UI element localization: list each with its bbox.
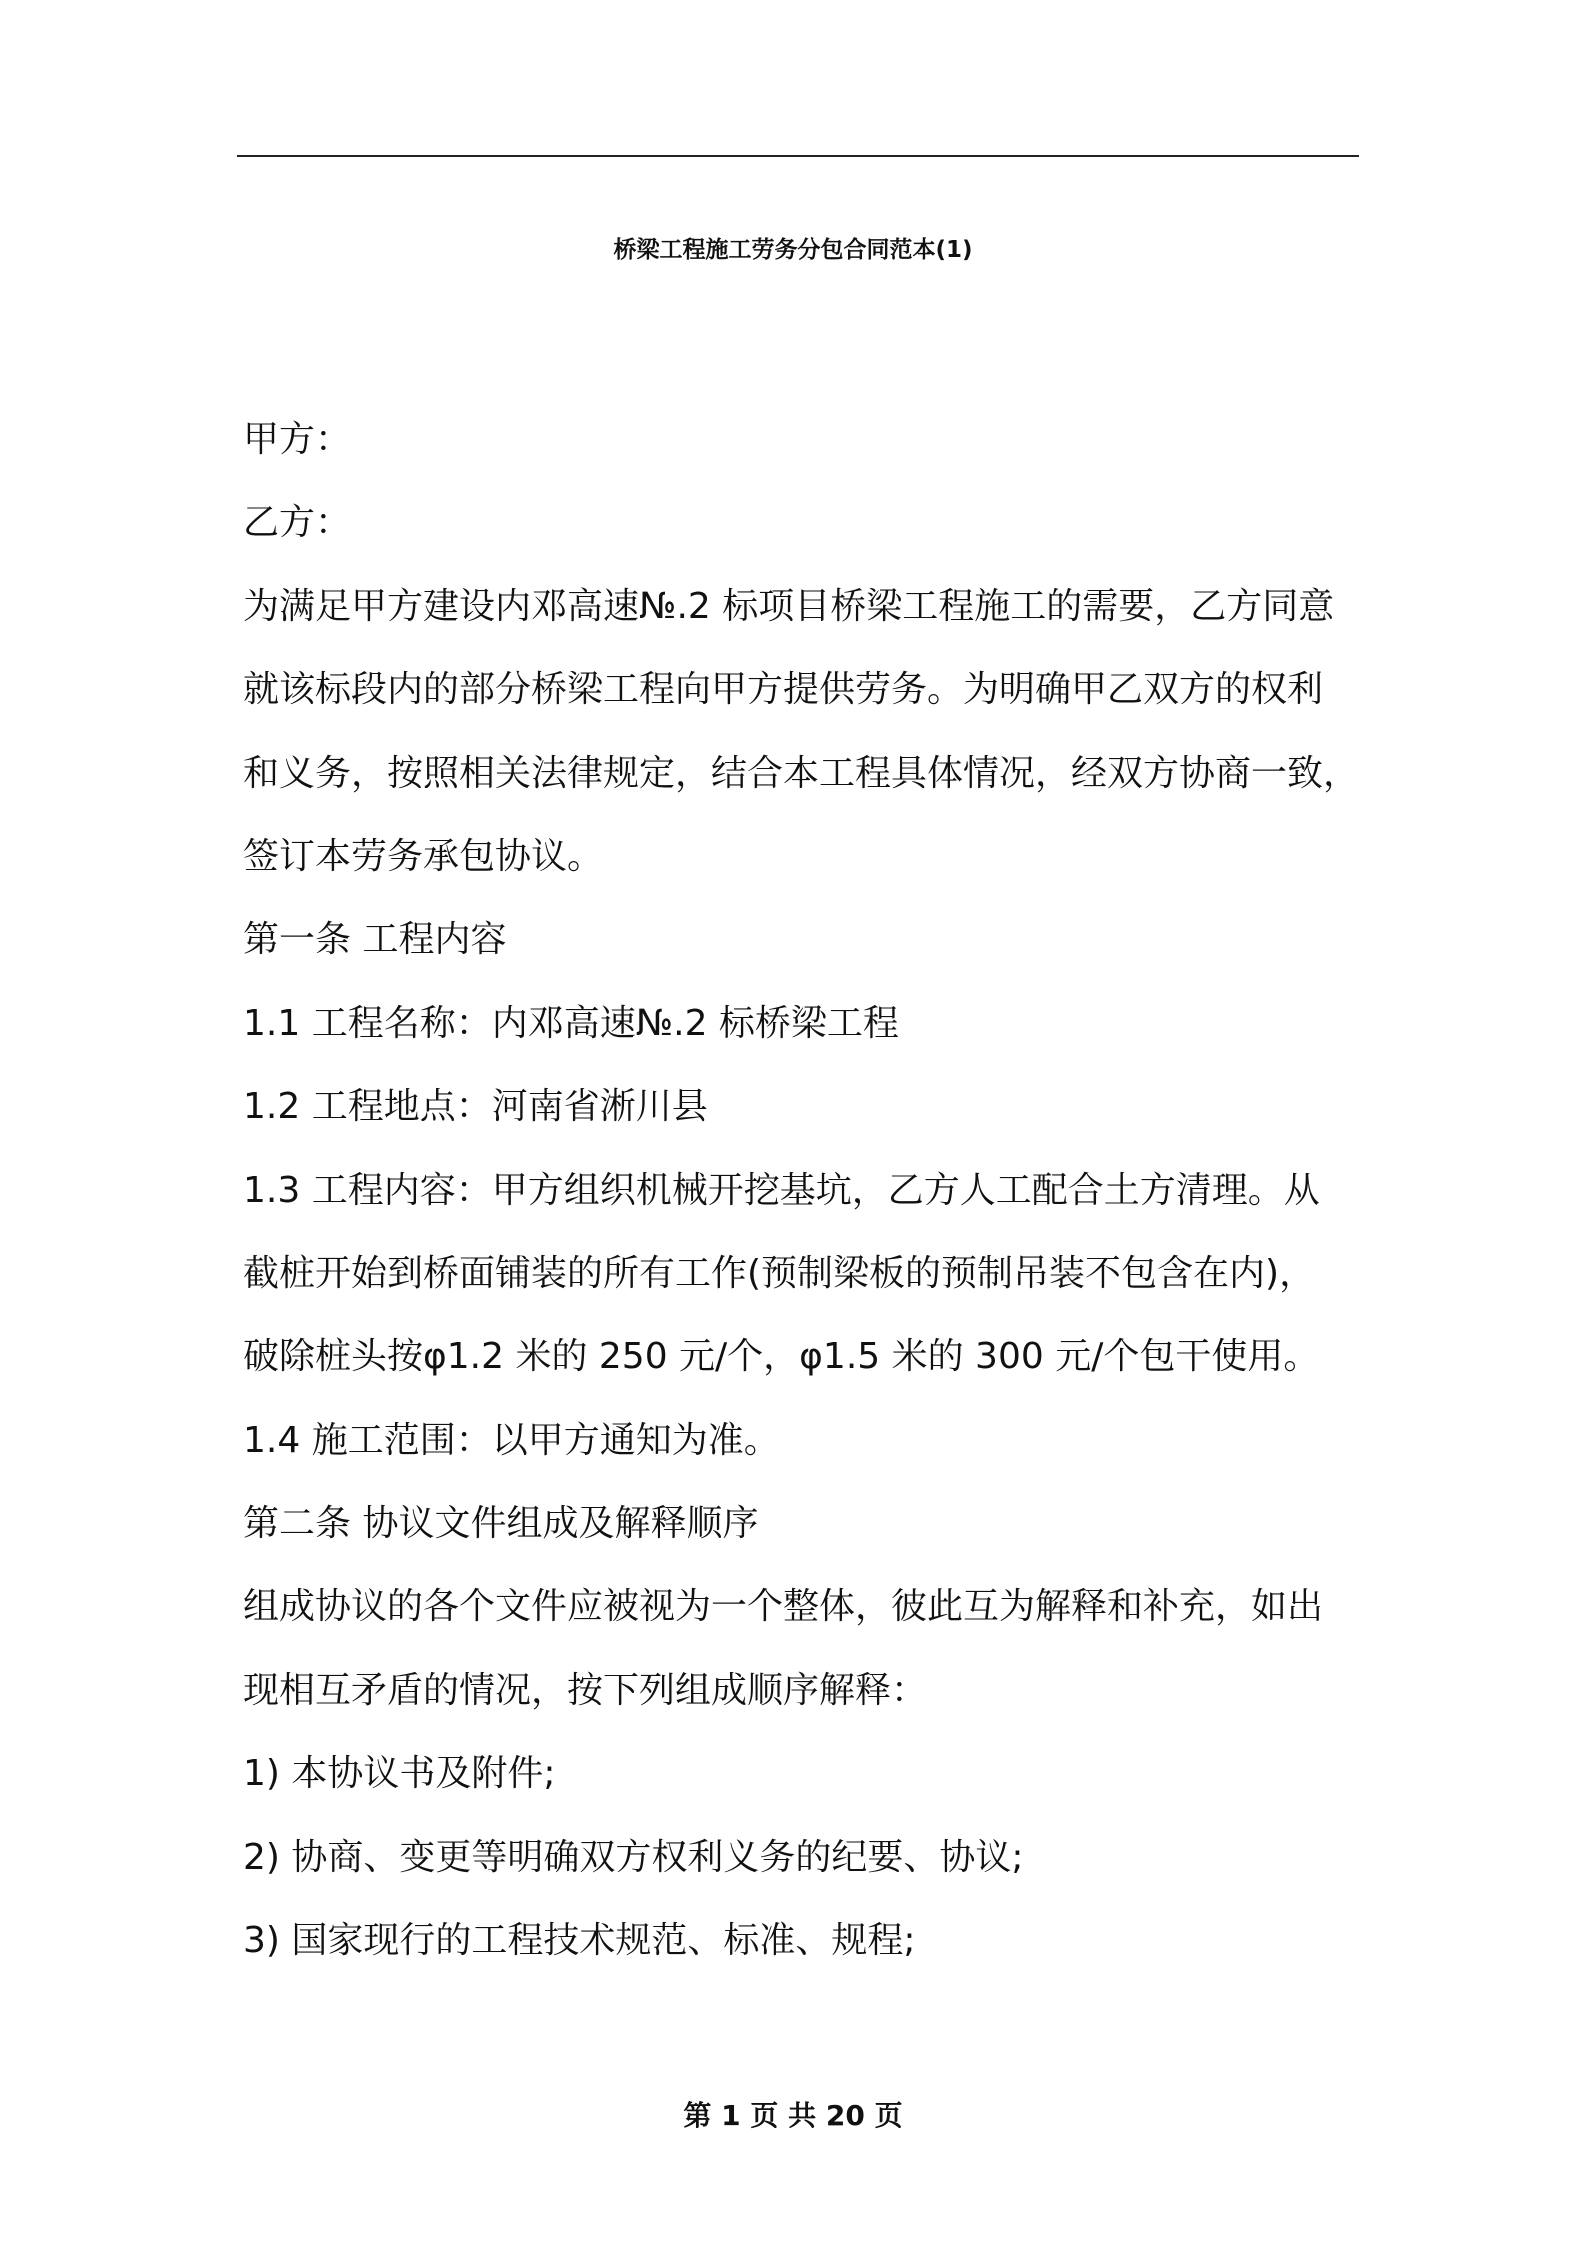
clause-line: 1.1 工程名称：内邓高速№.2 标桥梁工程 (243, 1002, 899, 1044)
paragraph-line: 签订本劳务承包协议。 (243, 835, 604, 877)
paragraph-line: 和义务，按照相关法律规定，结合本工程具体情况，经双方协商一致， (243, 752, 1360, 794)
list-item: 2) 协商、变更等明确双方权利义务的纪要、协议; (243, 1836, 1024, 1878)
clause-line: 1.3 工程内容：甲方组织机械开挖基坑，乙方人工配合土方清理。从 (243, 1169, 1320, 1211)
party-b-line: 乙方： (243, 502, 352, 544)
paragraph-line: 组成协议的各个文件应被视为一个整体，彼此互为解释和补充，如出 (243, 1586, 1324, 1628)
paragraph-line: 为满足甲方建设内邓高速№.2 标项目桥梁工程施工的需要，乙方同意 (243, 585, 1335, 627)
section-heading: 第二条 协议文件组成及解释顺序 (243, 1503, 759, 1545)
paragraph-line: 就该标段内的部分桥梁工程向甲方提供劳务。为明确甲乙双方的权利 (243, 669, 1324, 711)
document-title: 桥梁工程施工劳务分包合同范本(1) (613, 237, 973, 263)
page-footer: 第 1 页 共 20 页 (683, 2099, 903, 2132)
list-item: 3) 国家现行的工程技术规范、标准、规程; (243, 1920, 916, 1962)
list-item: 1) 本协议书及附件; (243, 1753, 556, 1795)
clause-line: 1.4 施工范围：以甲方通知为准。 (243, 1419, 780, 1461)
paragraph-line: 现相互矛盾的情况，按下列组成顺序解释： (243, 1669, 928, 1711)
clause-line: 截桩开始到桥面铺装的所有工作(预制梁板的预制吊装不包含在内)， (243, 1252, 1316, 1294)
party-a-line: 甲方： (243, 419, 352, 460)
header-rule (237, 155, 1359, 157)
document-body (243, 405, 1363, 1989)
section-heading: 第一条 工程内容 (243, 919, 507, 961)
clause-line: 破除桩头按φ1.2 米的 250 元/个，φ1.5 米的 300 元/个包干使用。 (243, 1336, 1320, 1378)
clause-line: 1.2 工程地点：河南省淅川县 (243, 1086, 708, 1128)
